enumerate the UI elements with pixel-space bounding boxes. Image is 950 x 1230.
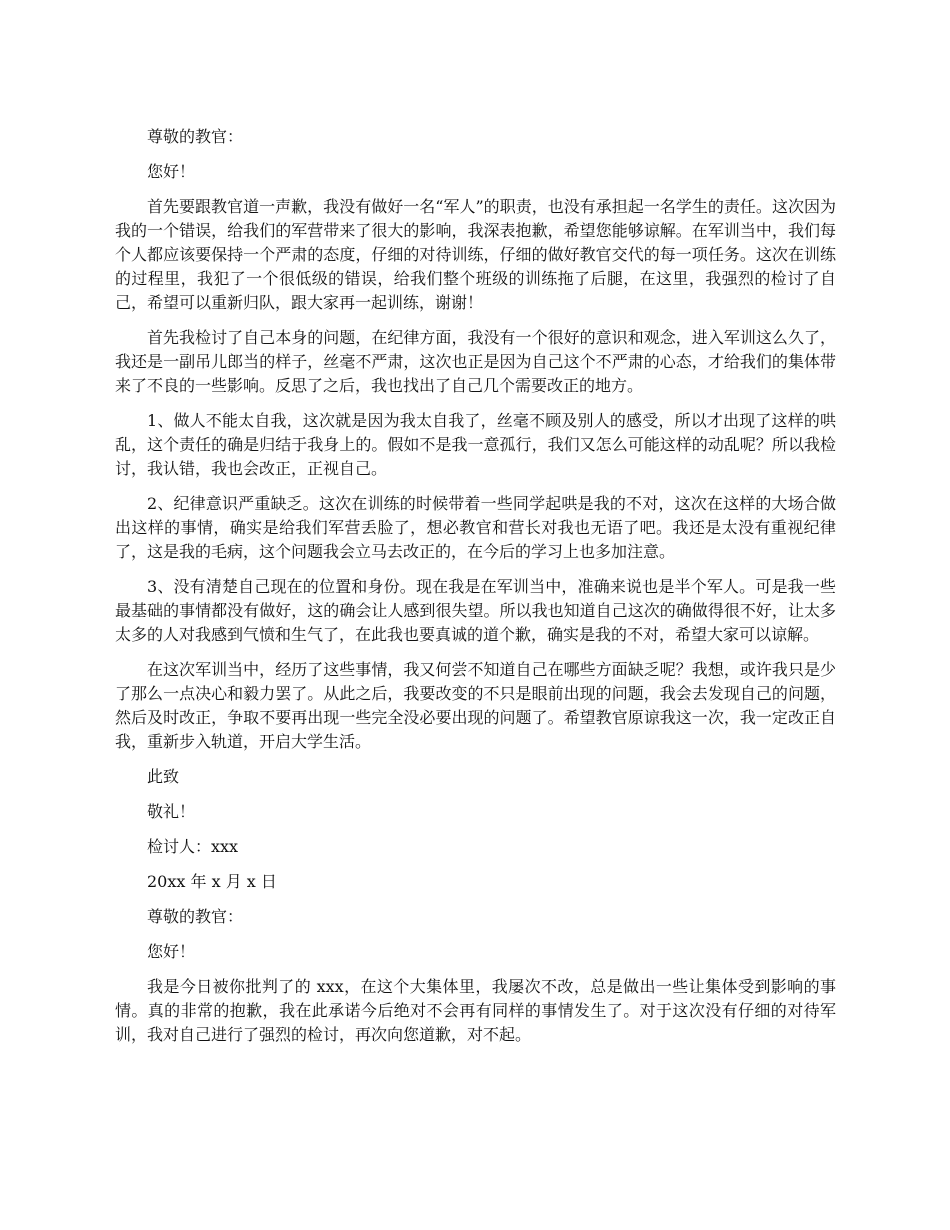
body-paragraph: 1、做人不能太自我，这次就是因为我太自我了，丝毫不顾及别人的感受，所以才出现了这样的哄乱，这个责任的确是归结于我身上的。假如不是我一意孤行，我们又怎么可能这样的动乱呢？所以我检讨，我认错，我也会改正，正视自己。 <box>115 411 836 478</box>
body-paragraph: 在这次军训当中，经历了这些事情，我又何尝不知道自己在哪些方面缺乏呢？我想，或许我只是少了那么一点决心和毅力罢了。从此之后，我要改变的不只是眼前出现的问题，我会去发现自己的问题，然后及时改正，争取不要再出现一些完全没必要出现的问题了。希望教官原谅我这一次，我一定改正自我，重新步入轨道，开启大学生活。 <box>115 660 836 751</box>
closing: 此致 <box>147 767 180 786</box>
greeting: 您好！ <box>147 942 196 961</box>
regards: 敬礼！ <box>147 802 196 821</box>
body-paragraph: 首先要跟教官道一声歉，我没有做好一名“军人”的职责，也没有承担起一名学生的责任。这次因为我的一个错误，给我们的军营带来了很大的影响，我深表抱歉，希望您能够谅解。在军训当中，我们每个人都应该要保持一个严肃的态度，仔细的对待训练，仔细的做好教官交代的每一项任务。这次在训练的过程里，我犯了一个很低级的错误，给我们整个班级的训练拖了后腿，在这里，我强烈的检讨了自己，希望可以重新归队，跟大家再一起训练，谢谢！ <box>115 197 836 312</box>
date: 20xx 年 x 月 x 日 <box>147 872 277 891</box>
body-paragraph: 3、没有清楚自己现在的位置和身份。现在我是在军训当中，准确来说也是半个军人。可是我一些最基础的事情都没有做好，这的确会让人感到很失望。所以我也知道自己这次的确做得很不好，让太多太多的人对我感到气愤和生气了，在此我也要真诚的道个歉，确实是我的不对，希望大家可以谅解。 <box>115 577 836 644</box>
signer: 检讨人：xxx <box>147 837 239 856</box>
salutation: 尊敬的教官： <box>147 127 244 146</box>
body-paragraph: 首先我检讨了自己本身的问题，在纪律方面，我没有一个很好的意识和观念，进入军训这么久了，我还是一副吊儿郎当的样子，丝毫不严肃，这次也正是因为自己这个不严肃的心态，才给我们的集体带来了不良的一些影响。反思了之后，我也找出了自己几个需要改正的地方。 <box>115 328 836 395</box>
greeting: 您好！ <box>147 162 196 181</box>
document-page <box>115 125 836 1058</box>
salutation: 尊敬的教官： <box>147 907 244 926</box>
body-paragraph: 2、纪律意识严重缺乏。这次在训练的时候带着一些同学起哄是我的不对，这次在这样的大场合做出这样的事情，确实是给我们军营丢脸了，想必教官和营长对我也无语了吧。我还是太没有重视纪律了，这是我的毛病，这个问题我会立马去改正的，在今后的学习上也多加注意。 <box>115 494 836 561</box>
body-paragraph: 我是今日被你批判了的 xxx，在这个大集体里，我屡次不改，总是做出一些让集体受到影响的事情。真的非常的抱歉，我在此承诺今后绝对不会再有同样的事情发生了。对于这次没有仔细的对待军训，我对自己进行了强烈的检讨，再次向您道歉，对不起。 <box>115 977 836 1044</box>
